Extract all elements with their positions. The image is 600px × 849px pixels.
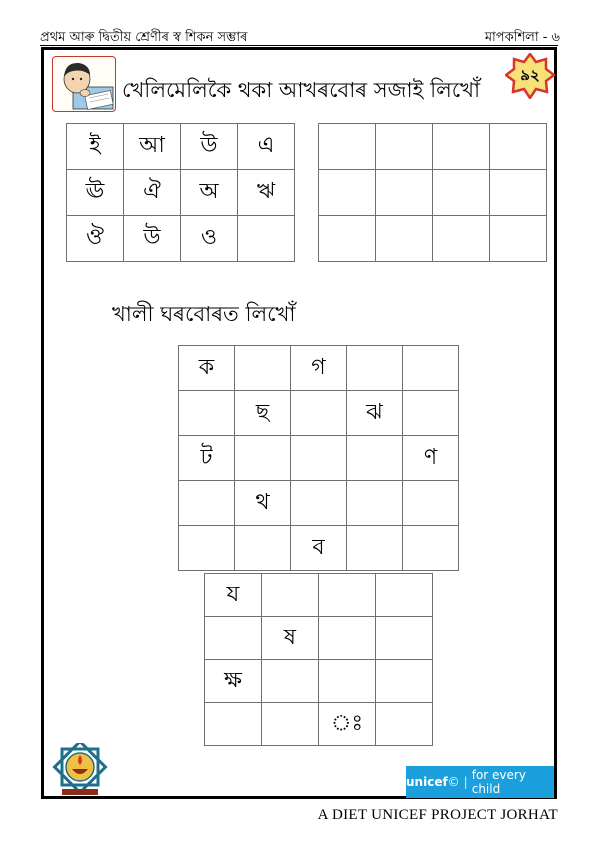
header-right-title: মাপকশিলা - ৬ <box>484 30 560 45</box>
jumbled-vowels-grid <box>66 123 295 262</box>
blank-cell[interactable] <box>490 216 547 262</box>
letter-cell: ও <box>181 216 238 262</box>
letter-cell: অ <box>181 170 238 216</box>
blank-cell[interactable] <box>376 660 433 703</box>
blank-cell[interactable] <box>433 216 490 262</box>
blank-cell[interactable] <box>403 346 459 391</box>
blank-cell[interactable] <box>262 574 319 617</box>
blank-cell[interactable] <box>376 574 433 617</box>
grid-row <box>319 170 547 216</box>
blank-cell[interactable] <box>205 703 262 746</box>
blank-cell[interactable] <box>403 481 459 526</box>
blank-cell[interactable] <box>179 481 235 526</box>
blank-cell[interactable] <box>376 617 433 660</box>
grid-row <box>67 124 295 170</box>
footer-credit: A DIET UNICEF PROJECT JORHAT <box>317 807 558 823</box>
blank-cell[interactable] <box>347 526 403 571</box>
grid-row <box>67 170 295 216</box>
letter-cell: ণ <box>403 436 459 481</box>
blank-cell[interactable] <box>319 660 376 703</box>
letter-cell: ঝ <box>347 391 403 436</box>
consonant-grid-top[interactable] <box>178 345 459 571</box>
blank-cell[interactable] <box>433 124 490 170</box>
header-divider <box>40 45 558 46</box>
unicef-logo <box>406 766 554 798</box>
diet-emblem-icon <box>48 743 112 797</box>
instruction-fill-blanks: খালী ঘৰবোৰত লিখোঁ <box>112 302 296 326</box>
letter-cell: ঃ <box>319 703 376 746</box>
blank-cell[interactable] <box>319 170 376 216</box>
blank-cell[interactable] <box>490 170 547 216</box>
grid-row <box>205 660 433 703</box>
unicef-separator: | <box>463 775 468 789</box>
child-writing-illustration <box>52 56 116 112</box>
letter-cell: ঊ <box>67 170 124 216</box>
blank-cell[interactable] <box>235 436 291 481</box>
grid-row <box>179 346 459 391</box>
blank-cell[interactable] <box>403 526 459 571</box>
blank-cell[interactable] <box>291 391 347 436</box>
blank-cell[interactable] <box>376 703 433 746</box>
blank-cell[interactable] <box>235 346 291 391</box>
letter-cell: ষ <box>262 617 319 660</box>
blank-cell <box>238 216 295 262</box>
blank-cell[interactable] <box>319 617 376 660</box>
blank-cell[interactable] <box>376 170 433 216</box>
grid-row <box>205 703 433 746</box>
letter-cell: ক <box>179 346 235 391</box>
letter-cell: এ <box>238 124 295 170</box>
blank-cell[interactable] <box>262 660 319 703</box>
blank-cell[interactable] <box>262 703 319 746</box>
blank-cell[interactable] <box>347 481 403 526</box>
grid-row <box>319 216 547 262</box>
page-number: ৯২ <box>520 66 540 84</box>
letter-cell: য <box>205 574 262 617</box>
letter-cell: উ <box>181 124 238 170</box>
letter-cell: ব <box>291 526 347 571</box>
blank-cell[interactable] <box>319 216 376 262</box>
letter-cell: ঔ <box>67 216 124 262</box>
blank-cell[interactable] <box>235 526 291 571</box>
answer-grid[interactable] <box>318 123 547 262</box>
grid-row <box>179 481 459 526</box>
blank-cell[interactable] <box>205 617 262 660</box>
unicef-emblem-icon: © <box>447 775 460 789</box>
blank-cell[interactable] <box>403 391 459 436</box>
blank-cell[interactable] <box>347 346 403 391</box>
blank-cell[interactable] <box>291 481 347 526</box>
letter-cell: আ <box>124 124 181 170</box>
blank-cell[interactable] <box>347 436 403 481</box>
unicef-tagline: for every child <box>471 768 526 796</box>
blank-cell[interactable] <box>376 216 433 262</box>
letter-cell: ঋ <box>238 170 295 216</box>
blank-cell[interactable] <box>319 124 376 170</box>
letter-cell: উ <box>124 216 181 262</box>
unicef-brand: unicef <box>406 775 448 789</box>
blank-cell[interactable] <box>376 124 433 170</box>
header-left-title: প্ৰথম আৰু দ্বিতীয় শ্ৰেণীৰ স্ব শিকন সম্ভাৰ <box>40 30 248 45</box>
consonant-grid-bottom[interactable] <box>204 573 433 746</box>
letter-cell: ঐ <box>124 170 181 216</box>
letter-cell: গ <box>291 346 347 391</box>
letter-cell: ক্ষ <box>205 660 262 703</box>
blank-cell[interactable] <box>179 391 235 436</box>
letter-cell: ছ <box>235 391 291 436</box>
blank-cell[interactable] <box>291 436 347 481</box>
blank-cell[interactable] <box>319 574 376 617</box>
instruction-arrange-letters: খেলিমেলিকৈ থকা আখৰবোৰ সজাই লিখোঁ <box>122 78 481 102</box>
blank-cell[interactable] <box>179 526 235 571</box>
letter-cell: ই <box>67 124 124 170</box>
blank-cell[interactable] <box>433 170 490 216</box>
letter-cell: ট <box>179 436 235 481</box>
grid-row <box>179 391 459 436</box>
grid-row <box>179 436 459 481</box>
grid-row <box>319 124 547 170</box>
grid-row <box>205 617 433 660</box>
grid-row <box>67 216 295 262</box>
letter-cell: থ <box>235 481 291 526</box>
grid-row <box>179 526 459 571</box>
blank-cell[interactable] <box>490 124 547 170</box>
grid-row <box>205 574 433 617</box>
